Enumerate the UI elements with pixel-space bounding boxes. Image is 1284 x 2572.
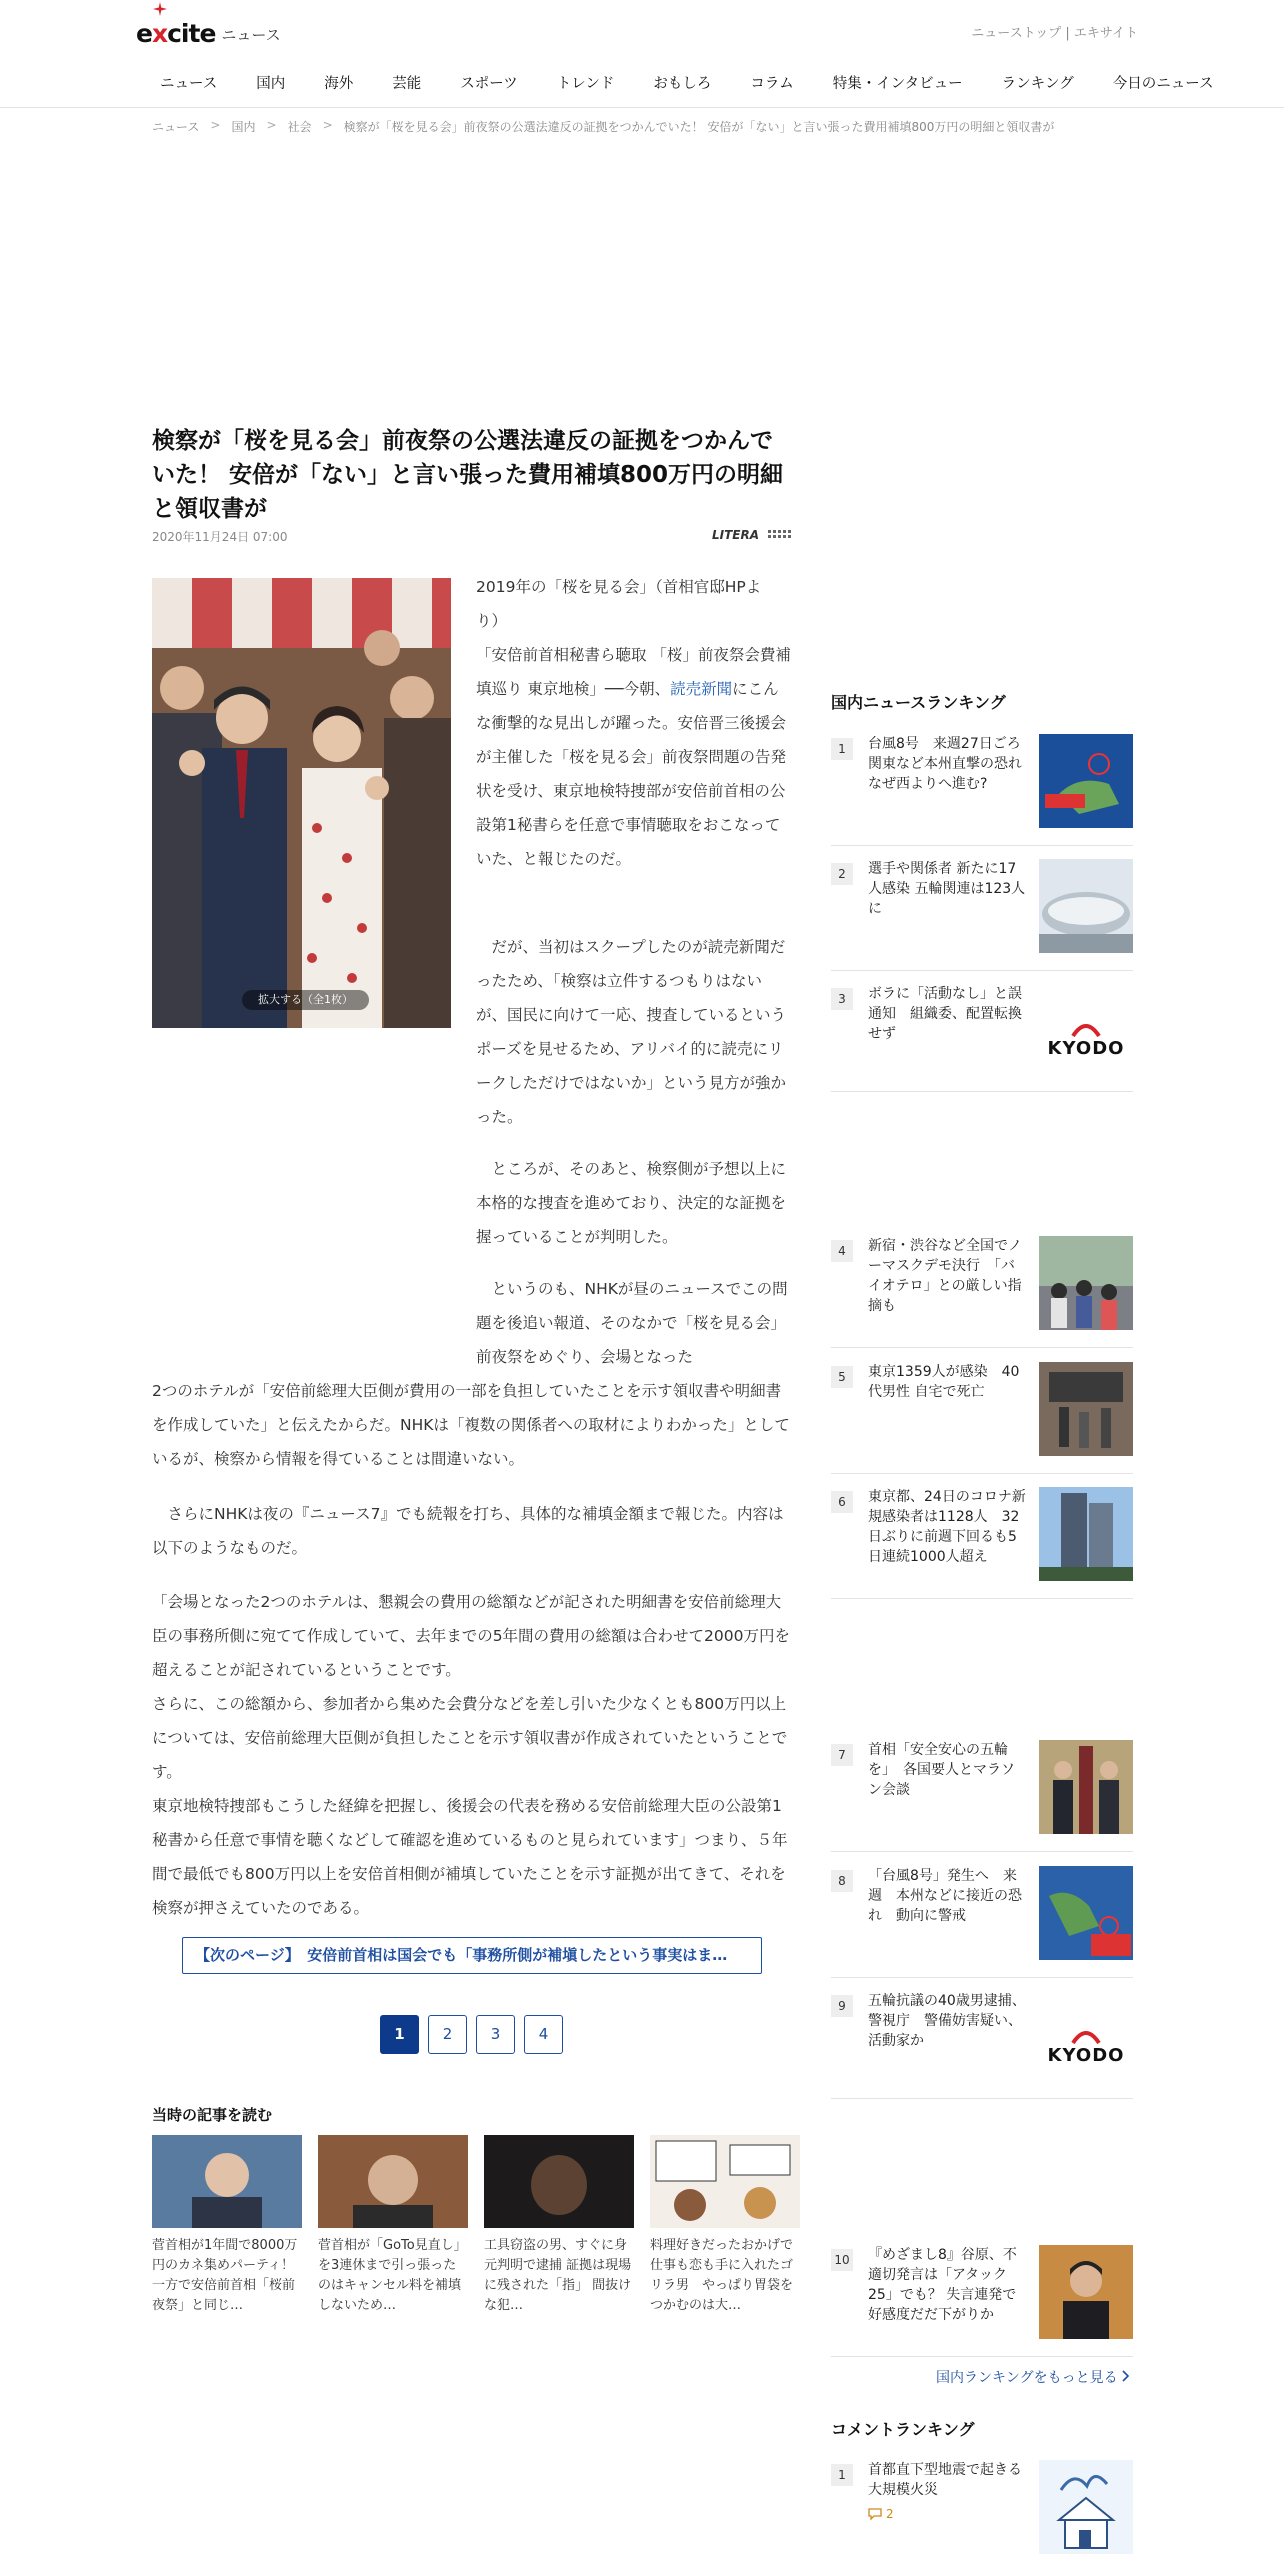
- rank-title: 台風8号 来週27日ごろ 関東など本州直撃の恐れ なぜ西よりへ進む?: [868, 736, 1036, 792]
- rank-thumb: [1039, 1362, 1133, 1456]
- related-thumb-image: [484, 2135, 634, 2228]
- rank-title: 新宿・渋谷など全国でノーマスクデモ決行 「バイオテロ」との厳しい指摘も: [868, 1238, 1022, 1314]
- related-thumb-image: [318, 2135, 468, 2228]
- related-thumb: [650, 2135, 800, 2228]
- related-articles: [152, 2135, 800, 2316]
- related-title: 工具窃盗の男、すぐに身元判明で逮捕 証拠は現場に残された「指」 間抜けな犯…: [484, 2238, 632, 2313]
- rank-title: ボラに「活動なし」と誤通知 組織委、配置転換せず: [868, 986, 1022, 1042]
- yomiuri-link[interactable]: 読売新聞: [670, 680, 733, 698]
- rank-title: 東京都、24日のコロナ新規感染者は1128人 32日ぶりに前週下回るも5日連続1000人超え: [868, 1489, 1026, 1565]
- site-header: [0, 0, 1284, 108]
- litera-logo-text: LITERA: [712, 528, 760, 542]
- ranking-item[interactable]: [831, 1236, 1133, 1348]
- kyodo-mark-icon: [1071, 2027, 1101, 2045]
- breadcrumb-separator: >: [210, 118, 221, 132]
- related-title: 料理好きだったおかげで仕事も恋も手に入れたゴリラ男 やっぱり胃袋をつかむのは大…: [650, 2238, 794, 2313]
- rank-title: 首相「安全安心の五輪を」 各国要人とマラソン会談: [868, 1742, 1015, 1798]
- nav-item-funny[interactable]: おもしろ: [653, 76, 712, 92]
- rank-number: 4: [831, 1240, 853, 1262]
- ranking-item[interactable]: [831, 734, 1133, 846]
- rank-number: 10: [831, 2249, 853, 2271]
- kyodo-logo-text: KYODO: [1047, 2044, 1125, 2066]
- comment-rank-title: 首都直下型地震で起きる大規模火災: [868, 2462, 1022, 2498]
- article-paragraph-3: ところが、そのあと、検察側が予想以上に本格的な捜査を進めており、決定的な証拠を握っていることが判明した。: [476, 1160, 787, 1246]
- ranking-heading: 国内ニュースランキング: [831, 693, 1006, 712]
- comment-ranking-item[interactable]: [831, 2460, 1133, 2572]
- comment-count: [868, 2504, 1028, 2524]
- rank-number: 6: [831, 1491, 853, 1513]
- related-card[interactable]: [484, 2135, 634, 2316]
- nav-item-domestic[interactable]: 国内: [256, 76, 286, 92]
- article-date: 2020年11月24日 07:00: [152, 530, 288, 544]
- ranking-item[interactable]: [831, 1487, 1133, 1599]
- photo-caption: 2019年の「桜を見る会」（首相官邸HPより）: [476, 578, 762, 630]
- ranking-item[interactable]: [831, 2245, 1133, 2357]
- rank-number: 9: [831, 1995, 853, 2017]
- nav-item-today[interactable]: 今日のニュース: [1112, 76, 1214, 92]
- article-paragraph-5: さらにNHKは夜の『ニュース7』でも続報を打ち、具体的な補填金額まで報じた。内容は以下のようなものだ。: [152, 1505, 784, 1557]
- page-button-2[interactable]: 2: [428, 2015, 467, 2054]
- article-photo-image: [152, 578, 451, 1028]
- person-image: [1039, 2245, 1133, 2339]
- comment-bubble-icon: [868, 2508, 882, 2520]
- related-title: 菅首相が「GoTo見直し」を3連休まで引っ張ったのはキャンセル料を補填しないため…: [318, 2238, 467, 2313]
- rank-title: 五輪抗議の40歳男逮捕、警視庁 警備妨害疑い、活動家か: [868, 1993, 1026, 2049]
- rank-title: 『めざまし8』谷原、不適切発言は「アタック25」でも？ 失言連発で好感度だだ下がりか: [868, 2247, 1017, 2323]
- nav-item-sports[interactable]: スポーツ: [460, 76, 518, 92]
- logo-wordmark: excite: [136, 19, 216, 48]
- kyodo-logo: [1039, 1999, 1133, 2093]
- related-thumb: [152, 2135, 302, 2228]
- rank-title: 選手や関係者 新たに17人感染 五輪関連は123人に: [868, 861, 1026, 917]
- ranking-item[interactable]: [831, 1866, 1133, 1978]
- ranking-item[interactable]: [831, 1362, 1133, 1474]
- top-links: [971, 22, 1138, 41]
- rank-thumb: [1039, 859, 1133, 953]
- ranking-item[interactable]: [831, 859, 1133, 971]
- nav-item-column[interactable]: コラム: [750, 76, 794, 92]
- article-quote: 「会場となった2つのホテルは、懇親会の費用の総額などが記された明細書を安倍前総理大臣の事務所側に宛てて作成していて、去年までの5年間の費用の総額は合わせて2000万円を超えることが記されているということです。 さらに、この総額から、参加者から集めた会費分などを差し引いた少なくとも800万円以上については、安倍前総理大臣側が負担したことを示す領収書が作成されていたということです。 東京地検特捜部もこうした経緯を把握し、後援会の代表を務める安倍前総理大臣の公設第1秘書から任意で事情を聴くなどして確認を進めているものと見られています」つまり、５年間で最低でも800万円以上を安倍首相側が補填していたことを示す証拠が出てきて、それを検察が押さえていたのである。: [152, 1593, 791, 1917]
- related-thumb: [318, 2135, 468, 2228]
- rank-number: 3: [831, 988, 853, 1010]
- rank-number: 8: [831, 1870, 853, 1892]
- top-link-separator: |: [1065, 26, 1070, 41]
- more-ranking-label: 国内ランキングをもっと見る: [936, 2370, 1118, 2386]
- paragraph-1-text-a: 「安倍前首相秘書ら聴取 「桜」前夜祭会費補填巡り 東京地検」──今朝、: [476, 646, 791, 698]
- breadcrumb-item-domestic[interactable]: 国内: [231, 120, 256, 134]
- article-paragraph-1: [476, 570, 792, 876]
- breadcrumb-item-society[interactable]: 社会: [287, 120, 312, 134]
- rank-number: 5: [831, 1366, 853, 1388]
- comment-ranking-heading: コメントランキング: [831, 2420, 975, 2439]
- kyodo-logo: [1039, 992, 1133, 1086]
- meeting-image: [1039, 1740, 1133, 1834]
- related-title: 菅首相が1年間で8000万円のカネ集めパーティ！ 一方で安倍前首相「桜前夜祭」と同じ…: [152, 2238, 298, 2313]
- related-card[interactable]: [318, 2135, 468, 2316]
- rank-thumb: [1039, 1866, 1133, 1960]
- ranking-item[interactable]: [831, 1740, 1133, 1852]
- crowd-image: [1039, 1236, 1133, 1330]
- comment-count-value: 2: [886, 2507, 894, 2521]
- nav-item-ranking[interactable]: ランキング: [1001, 76, 1074, 92]
- breadcrumb: [152, 118, 1054, 135]
- page-button-3[interactable]: 3: [476, 2015, 515, 2054]
- house-fire-illustration: [1039, 2460, 1133, 2554]
- article-paragraph-2: だが、当初はスクープしたのが読売新聞だったため、「検察は立件するつもりはないが、国民に向けて一応、捜査しているというポーズを見せるため、アリバイ的に読売にリークしただけではないか」という見方が強かった。: [476, 938, 787, 1126]
- nav-item-overseas[interactable]: 海外: [324, 76, 354, 92]
- chevron-right-icon: [1122, 2370, 1130, 2382]
- rank-number: 7: [831, 1744, 853, 1766]
- logo-subtitle: ニュース: [221, 26, 281, 44]
- top-link-excite[interactable]: エキサイト: [1073, 26, 1138, 41]
- breadcrumb-separator: >: [266, 118, 277, 132]
- page-button-4[interactable]: 4: [524, 2015, 563, 2054]
- kyodo-logo-text: KYODO: [1047, 1037, 1125, 1059]
- excite-logo[interactable]: [136, 12, 281, 48]
- logo-star-icon: [153, 2, 167, 16]
- main-nav: [136, 72, 1228, 98]
- rank-thumb: [1039, 1236, 1133, 1330]
- related-thumb-image: [650, 2135, 800, 2228]
- rank-thumb: [1039, 1487, 1133, 1581]
- rank-title: [868, 2460, 1028, 2524]
- rank-number: 1: [831, 738, 853, 760]
- kyodo-mark-icon: [1071, 1020, 1101, 1038]
- ranking-item[interactable]: [831, 984, 1133, 1092]
- rank-thumb: [1039, 1740, 1133, 1834]
- typhoon-map2-image: [1039, 1866, 1133, 1960]
- stadium-image: [1039, 859, 1133, 953]
- article-photo[interactable]: [152, 578, 451, 1028]
- ranking-item[interactable]: [831, 1991, 1133, 2099]
- typhoon-map-image: [1039, 734, 1133, 828]
- paragraph-1-text-b: にこんな衝撃的な見出しが躍った。安倍晋三後援会が主催した「桜を見る会」前夜祭問題の告発状を受け、東京地検特捜部が安倍前首相の公設第1秘書らを任意で事情聴取をおこなっていた、と報じたのだ。: [476, 680, 787, 868]
- rank-number: 1: [831, 2464, 853, 2486]
- related-thumb: [484, 2135, 634, 2228]
- nav-item-news[interactable]: ニュース: [160, 76, 218, 92]
- related-thumb-image: [152, 2135, 302, 2228]
- rank-thumb: [1039, 734, 1133, 828]
- enlarge-photo-button[interactable]: 拡大する（全1枚）: [242, 990, 369, 1010]
- top-link-news-top[interactable]: ニューストップ: [971, 26, 1062, 41]
- rank-thumb: [1039, 2245, 1133, 2339]
- nav-item-features[interactable]: 特集・インタビュー: [832, 76, 963, 92]
- related-heading: 当時の記事を読む: [152, 2106, 273, 2124]
- rank-title: 「台風8号」発生へ 来週 本州などに接近の恐れ 動向に警戒: [868, 1868, 1022, 1924]
- pagination: [380, 2015, 563, 2054]
- page-button-1[interactable]: 1: [380, 2015, 419, 2054]
- article-paragraph-4b: 2つのホテルが「安倍前総理大臣側が費用の一部を負担していたことを示す領収書や明細書を作成していた」と伝えたからだ。NHKは「複数の関係者への取材によりわかった」としているが、検察から情報を得ていることは間違いない。: [152, 1382, 790, 1468]
- breadcrumb-item-news[interactable]: ニュース: [152, 120, 200, 134]
- rank-thumb: [1039, 2460, 1133, 2554]
- article-title: 検察が「桜を見る会」前夜祭の公選法違反の証拠をつかんでいた！ 安倍が「ない」と言い張った費用補填800万円の明細と領収書が: [152, 428, 784, 522]
- rank-number: 2: [831, 863, 853, 885]
- building-image: [1039, 1487, 1133, 1581]
- nav-item-entertainment[interactable]: 芸能: [392, 76, 422, 92]
- breadcrumb-separator: >: [322, 118, 333, 132]
- next-page-link[interactable]: 【次のページ】 安倍前首相は国会でも「事務所側が補塡したという事実はま…: [182, 1937, 762, 1974]
- article-paragraph-4a: というのも、NHKが昼のニュースでこの問題を後追い報道、そのなかで「桜を見る会」前夜祭をめぐり、会場となった: [476, 1280, 788, 1366]
- litera-logo[interactable]: [712, 526, 792, 542]
- rank-title: 東京1359人が感染 40代男性 自宅で死亡: [868, 1364, 1020, 1400]
- more-ranking-link[interactable]: [936, 2367, 1130, 2387]
- related-card[interactable]: [650, 2135, 800, 2316]
- nav-item-trend[interactable]: トレンド: [556, 76, 615, 92]
- breadcrumb-item-current: 検察が「桜を見る会」前夜祭の公選法違反の証拠をつかんでいた！ 安倍が「ない」と言い張った費用補填800万円の明細と領収書が: [343, 120, 1055, 134]
- street-image: [1039, 1362, 1133, 1456]
- related-card[interactable]: [152, 2135, 302, 2316]
